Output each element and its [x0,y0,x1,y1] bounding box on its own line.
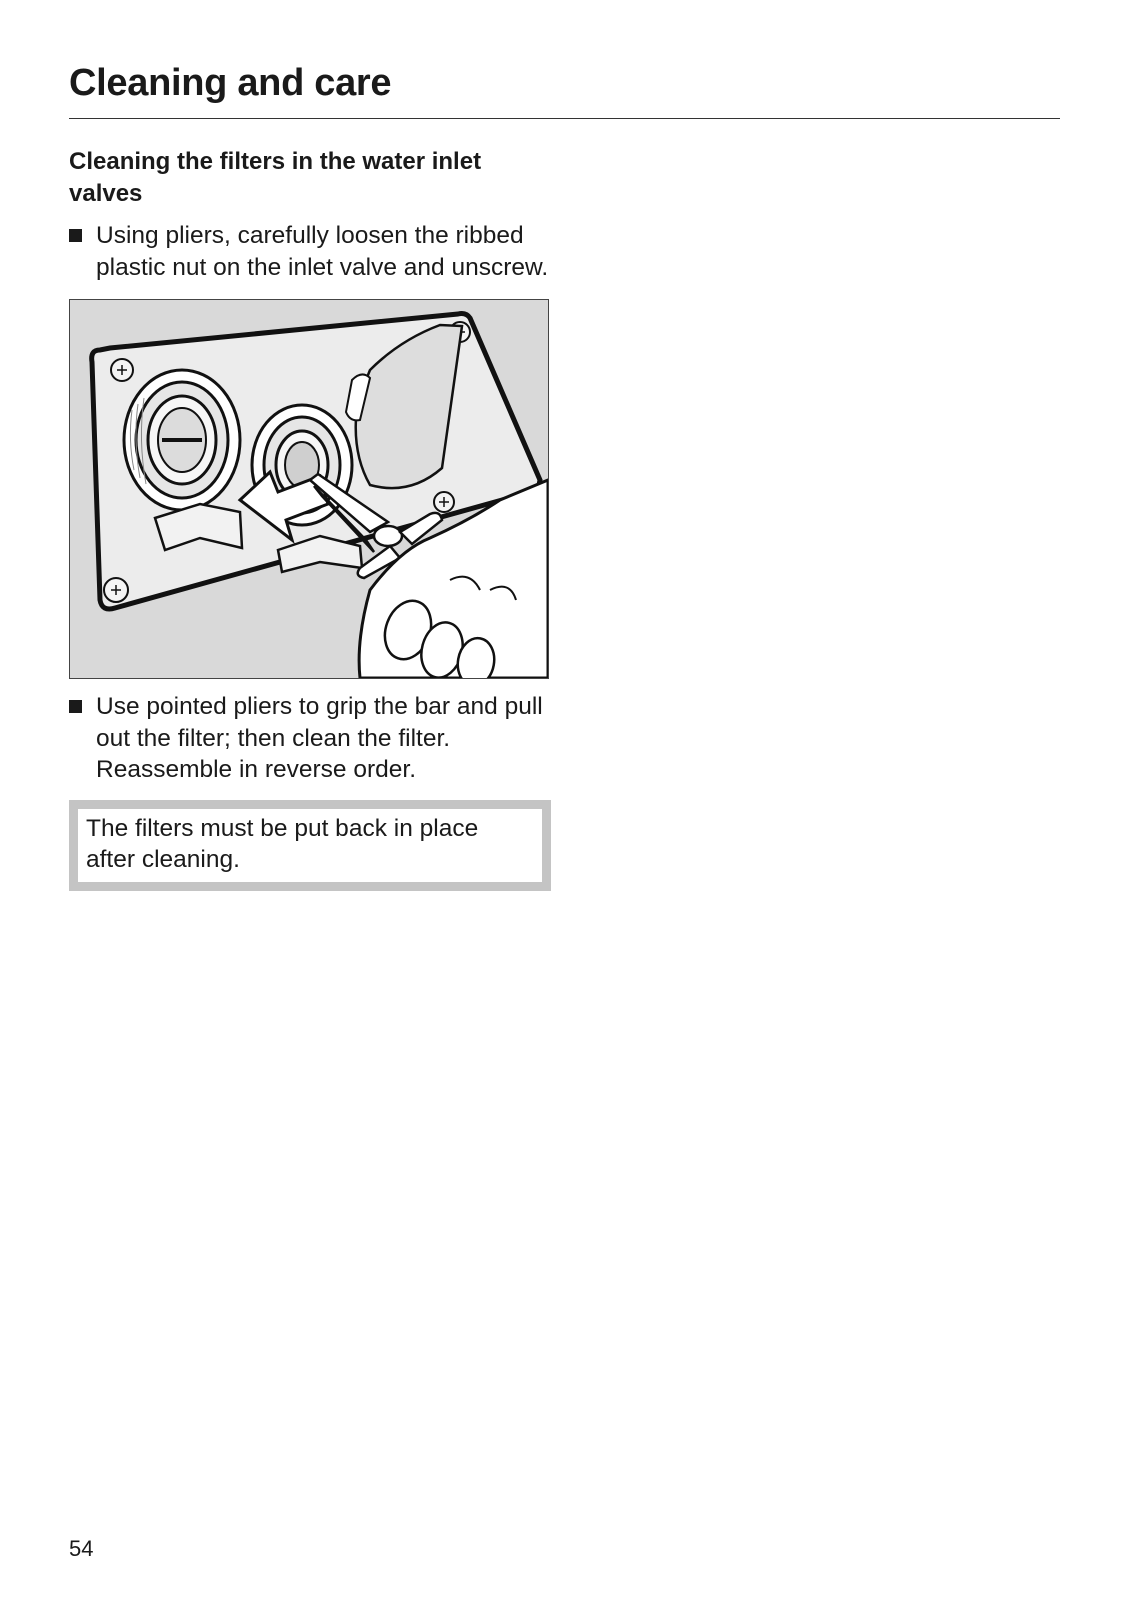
step-text: Using pliers, carefully loosen the ribbed plastic nut on the inlet valve and unscrew. [96,222,549,281]
title-divider [69,118,1060,119]
content-column [69,146,551,891]
bullet-icon [69,229,82,242]
inlet-valve-illustration [69,299,549,679]
step-text: Use pointed pliers to grip the bar and pull out the filter; then clean the filter. Reassemble in reverse order. [96,693,543,783]
page-title: Cleaning and care [69,62,392,104]
step-item [69,691,551,786]
page-number: 54 [69,1536,94,1561]
section-heading: Cleaning the filters in the water inlet valves [69,148,482,207]
step-item [69,220,551,283]
bullet-icon [69,700,82,713]
note-box: The filters must be put back in place after cleaning. [69,800,551,891]
